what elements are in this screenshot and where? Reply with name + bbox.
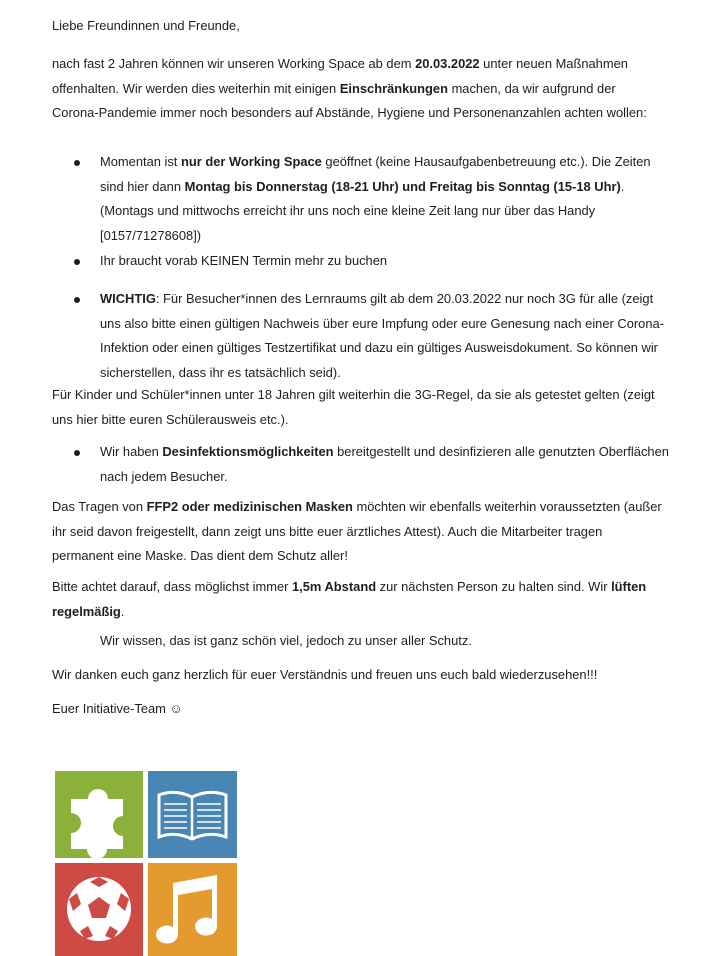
bullet-important-3g: WICHTIG: Für Besucher*innen des Lernraums gilt ab dem 20.03.2022 nur noch 3G für alle (zeigt uns also bitte einen gültigen Nachweis über eure Impfung oder eure Genesung nach einer Corona-Infektion oder einen gültiges Testzertifikat und dazu ein gültiges Ausweisdokument. So können wir sicherstellen, dass ihr es tatsächlich seid).	[100, 291, 664, 380]
greeting: Liebe Freundinnen und Freunde,	[52, 18, 240, 33]
intro-paragraph: nach fast 2 Jahren können wir unseren Working Space ab dem 20.03.2022 unter neuen Maßnahmen offenhalten. Wir werden dies weiterhin mit einigen Einschränkungen machen, da wir aufgrund der Corona-Pandemie immer noch besonders auf Abstände, Hygiene und Personenanzahlen achten wollen:	[52, 56, 647, 120]
bullet-opening-hours: Momentan ist nur der Working Space geöffnet (keine Hausaufgabenbetreuung etc.). Die Zeiten sind hier dann Montag bis Donnerstag (18-21 Uhr) und Freitag bis Sonntag (15-18 Uhr). (Montags und mittwochs erreicht ihr uns noch eine kleine Zeit lang nur über das Handy [0157/71278608])	[100, 154, 651, 243]
signature: Euer Initiative-Team ☺	[52, 701, 183, 716]
bullet-dot	[74, 297, 80, 303]
music-note-icon	[148, 863, 237, 956]
puzzle-piece-icon	[55, 771, 143, 859]
bullet-dot	[74, 160, 80, 166]
thanks-line: Wir danken euch ganz herzlich für euer Verständnis und freuen uns euch bald wiederzusehen!!!	[52, 667, 598, 682]
bullet-no-appointment: Ihr braucht vorab KEINEN Termin mehr zu buchen	[100, 253, 388, 268]
bullet-dot	[74, 450, 80, 456]
bullet-dot	[74, 259, 80, 265]
bullet-disinfection: Wir haben Desinfektionsmöglichkeiten bereitgestellt und desinfizieren alle genutzten Oberflächen nach jedem Besucher.	[100, 444, 669, 484]
soccer-ball-icon	[55, 863, 143, 956]
kids-paragraph: Für Kinder und Schüler*innen unter 18 Jahren gilt weiterhin die 3G-Regel, da sie als getestet gelten (zeigt uns hier bitte euren Schülerausweis etc.).	[52, 387, 655, 427]
note-line: Wir wissen, das ist ganz schön viel, jedoch zu unser aller Schutz.	[100, 633, 472, 648]
open-book-icon	[148, 771, 237, 858]
masks-paragraph: Das Tragen von FFP2 oder medizinischen Masken möchten wir ebenfalls weiterhin voraussetzten (außer ihr seid davon freigestellt, dann zeigt uns bitte euer ärztliches Attest). Auch die Mitarbeiter tragen permanent eine Maske. Das dient dem Schutz aller!	[52, 499, 662, 563]
distance-paragraph: Bitte achtet darauf, dass möglichst immer 1,5m Abstand zur nächsten Person zu halten sind. Wir lüften regelmäßig.	[52, 579, 647, 619]
initiative-logo	[55, 771, 237, 956]
